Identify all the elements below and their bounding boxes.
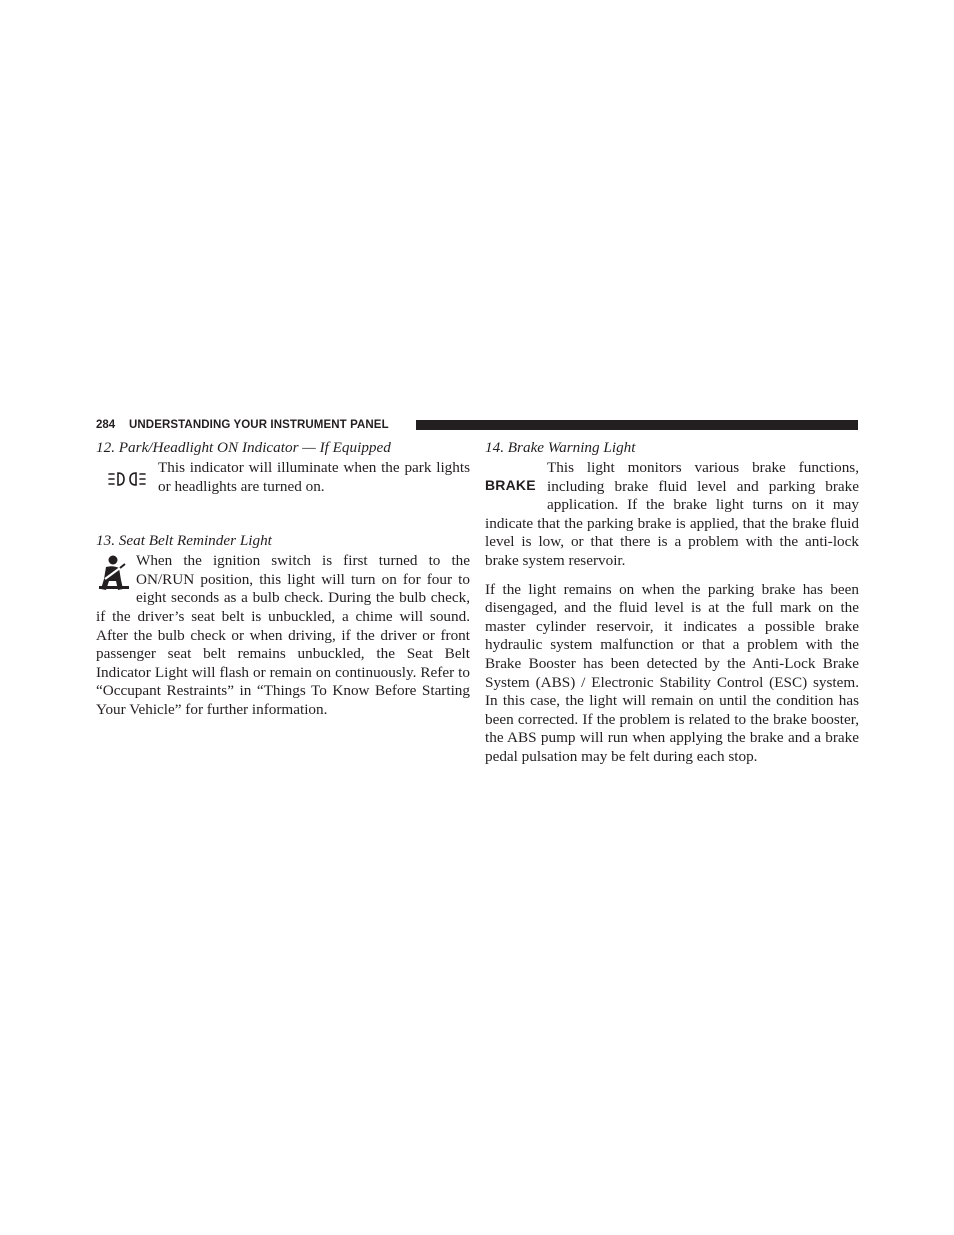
page-number: 284: [96, 419, 116, 431]
item-12-text: This indicator will illuminate when the park lights or headlights are turned on.: [158, 459, 470, 495]
seat-belt-icon: [96, 554, 136, 594]
item-14-text: This light monitors various brake functions, including brake fluid level and parking brake application. If the brake light turns on it may indicate that the parking brake is applied, that the brake fluid level is low, or that there is a problem with the anti-lock brake system reservoir.: [485, 459, 859, 569]
item-13-heading: 13. Seat Belt Reminder Light: [96, 532, 272, 550]
item-13-text: When the ignition switch is first turned to the ON/RUN position, this light will turn on for four to eight seconds as a bulb check. During the bulb check, if the driver’s seat belt is unbuckled, a chime will sound. After the bulb check or when driving, if the driver or front passenger seat belt remains unbuckled, the Seat Belt Indicator Light will flash or remain on continuously. Refer to “Occupant Restraints” in “Things To Know Before Starting Your Vehicle” for further information.: [96, 552, 470, 718]
brake-icon-label: BRAKE: [485, 476, 536, 493]
header-rule: [416, 420, 858, 430]
brake-warning-icon: [485, 459, 547, 505]
item-14-heading: 14. Brake Warning Light: [485, 439, 636, 456]
item-12-heading: 12. Park/Headlight ON Indicator — If Equipped: [96, 439, 391, 456]
item-14-text-2: If the light remains on when the parking brake has been disengaged, and the fluid level is at the full mark on the master cylinder reservoir, it indicates a possible brake hydraulic system malfunction or that a problem with the Brake Booster has been detected by the Anti-Lock Brake System (ABS) / Electronic Stability Control (ESC) system. In this case, the light will remain on until the condition has been corrected. If the problem is related to the brake booster, the ABS pump will run when applying the brake and a brake pedal pulsation may be felt during each stop.: [485, 580, 859, 765]
park-headlight-icon: [96, 459, 158, 499]
left-column: [96, 437, 470, 720]
right-column: [485, 437, 859, 767]
section-title: UNDERSTANDING YOUR INSTRUMENT PANEL: [129, 419, 389, 431]
page-header: [96, 417, 858, 433]
